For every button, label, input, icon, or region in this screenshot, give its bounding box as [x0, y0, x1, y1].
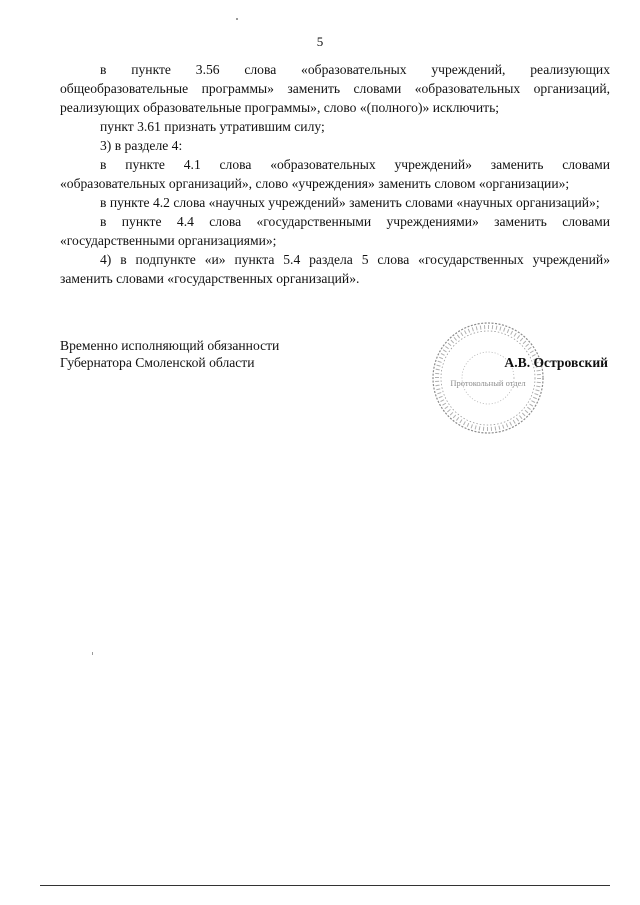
document-body — [60, 60, 610, 288]
paragraph-item-5-4: 4) в подпункте «и» пункта 5.4 раздела 5 слова «государственных учреждений» заменить словами «государственных организаций». — [60, 252, 610, 286]
signatory-name: А.В. Островский — [504, 355, 608, 370]
page-number: 5 — [316, 34, 324, 49]
paragraph-item-3-56: в пункте 3.56 слова «образовательных учреждений, реализующих общеобразовательные программы» заменить словами «образовательных организаций, реализующих образовательные программы», слово «(полного)» исключить; — [60, 62, 610, 115]
paragraph-item-4-1: в пункте 4.1 слова «образовательных учреждений» заменить словами «образовательных организаций», слово «учреждения» заменить словом «организации»; — [60, 157, 610, 191]
position-line-1: Временно исполняющий обязанности — [60, 338, 280, 353]
paragraph-item-3-61: пункт 3.61 признать утратившим силу; — [100, 119, 325, 134]
scan-speck — [236, 18, 238, 20]
stamp-text: Протокольный отдел — [450, 378, 526, 388]
round-seal-stamp — [428, 318, 548, 438]
paragraph-item-4-4: в пункте 4.4 слова «государственными учреждениями» заменить словами «государственными организациями»; — [60, 214, 610, 248]
bottom-divider — [40, 885, 610, 886]
paragraph-section-4: 3) в разделе 4: — [100, 138, 183, 153]
scan-speck — [92, 652, 93, 655]
paragraph-item-4-2: в пункте 4.2 слова «научных учреждений» заменить словами «научных организаций»; — [100, 195, 600, 210]
signatory-position — [60, 337, 279, 371]
position-line-2: Губернатора Смоленской области — [60, 355, 255, 370]
